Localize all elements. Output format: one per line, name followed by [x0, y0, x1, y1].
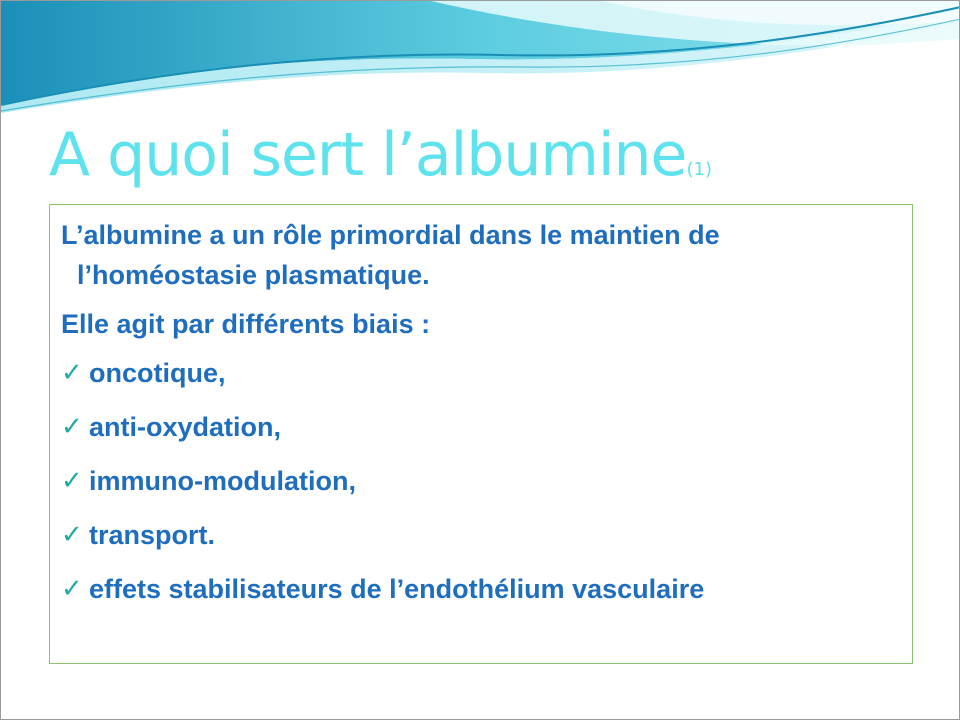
checkmark-icon: ✓ — [61, 574, 83, 604]
checkmark-icon: ✓ — [61, 412, 83, 442]
bullet-text: transport. — [89, 519, 216, 550]
slide-title-text: A quoi sert l’albumine — [49, 120, 687, 190]
checkmark-icon: ✓ — [61, 520, 83, 550]
list-item — [61, 461, 902, 501]
bullet-text: oncotique, — [89, 357, 226, 388]
paragraph-role: L’albumine a un rôle primordial dans le maintien de l’homéostasie plasmatique. — [61, 220, 720, 290]
paragraph-mechanisms: Elle agit par différents biais : — [61, 309, 431, 339]
header-wave-decoration — [1, 1, 960, 121]
bullet-text: effets stabilisateurs de l’endothélium vasculaire — [89, 573, 705, 604]
list-item — [61, 353, 902, 393]
content-box — [49, 204, 913, 664]
checkmark-icon: ✓ — [61, 466, 83, 496]
bullet-text: immuno-modulation, — [89, 465, 356, 496]
bullet-list — [61, 353, 902, 609]
list-item — [61, 407, 902, 447]
slide-title — [49, 119, 712, 206]
checkmark-icon: ✓ — [61, 358, 83, 388]
title-footnote: (1) — [686, 159, 712, 180]
bullet-text: anti-oxydation, — [89, 411, 282, 442]
list-item — [61, 569, 902, 609]
list-item — [61, 515, 902, 555]
